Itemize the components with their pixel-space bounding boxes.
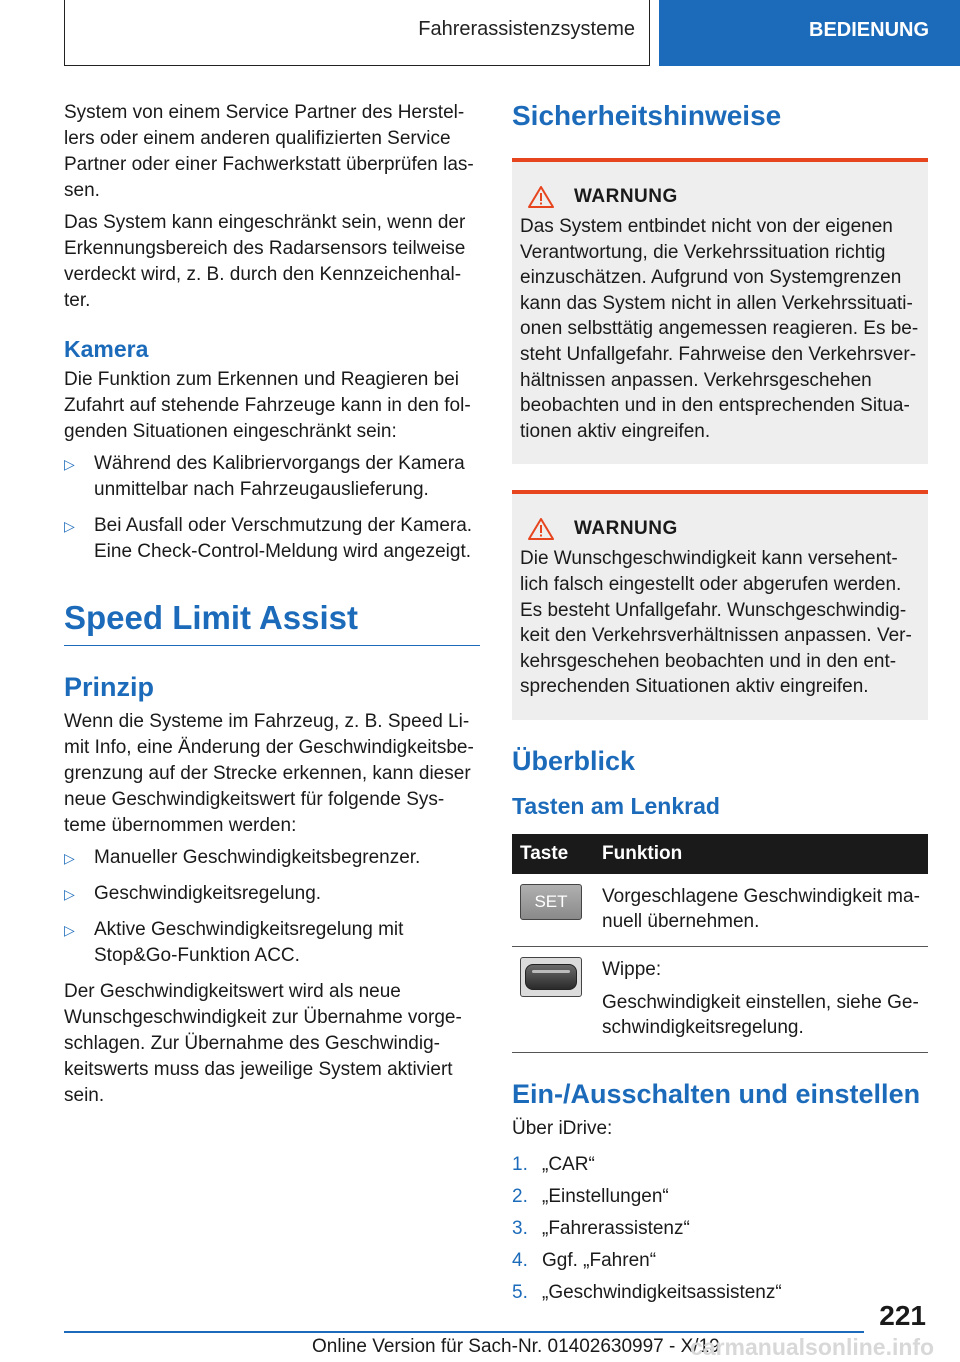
list-item: ▷ Geschwindigkeitsregelung. xyxy=(64,881,480,907)
intro-paragraph-2: Das System kann eingeschränkt sein, wenn der Erkennungsbereich des Radarsensors teilweise verdeckt wird, z. B. durch den Kennzeichenhal-ter. xyxy=(64,212,466,311)
keys-table xyxy=(512,834,928,1053)
section-tab xyxy=(659,0,960,66)
kamera-list xyxy=(64,451,480,565)
triangle-bullet-icon: ▷ xyxy=(64,886,75,902)
rocker-switch-icon xyxy=(520,957,582,997)
speed-limit-assist-heading: Speed Limit Assist xyxy=(64,599,480,646)
footer-divider xyxy=(64,1331,864,1333)
list-item: 4. Ggf. „Fahren“ xyxy=(512,1249,657,1271)
intro-paragraph-1: System von einem Service Partner des Herstel-lers oder einem anderen qualifizierten Service Partner oder einer Fachwerkstatt überprüfen las-sen. xyxy=(64,102,474,201)
prinzip-text: Wenn die Systeme im Fahrzeug, z. B. Speed Li-mit Info, eine Änderung der Geschwindigkeitsbe-grenzung auf der Strecke erkennen, kann dieser neue Geschwindigkeitswert für folgende Sys-teme übernommen werden: xyxy=(64,711,474,836)
triangle-bullet-icon: ▷ xyxy=(64,456,75,472)
warning-header xyxy=(520,518,920,540)
function-description: Geschwindigkeit einstellen, siehe Ge-schwindigkeitsregelung. xyxy=(602,991,919,1038)
warning-text: Das System entbindet nicht von der eigenen Verantwortung, die Verkehrssituation richtig einzuschätzen. Aufgrund von Systemgrenzen kann das System nicht in allen Verkehrssituati-onen selbsttätig angemessen reagieren. Es be-steht Unfallgefahr. Fahrweise den Verkehrsver-hältnissen anpassen. Verkehrsgeschehen beobachten und in den entsprechenden Situa-tionen aktiv eingreifen. xyxy=(520,216,919,442)
warning-header xyxy=(520,186,920,208)
list-item: 1. „CAR“ xyxy=(512,1153,595,1175)
warning-box-1 xyxy=(512,158,928,464)
warning-text: Die Wunschgeschwindigkeit kann versehent-lich falsch eingestellt oder abgerufen werden. Es besteht Unfallgefahr. Wunschgeschwindig-keit den Verkehrsverhältnissen anpassen. Ver-kehrsgeschehen beobachten und in den ent-sprechenden Situationen aktiv eingreifen. xyxy=(520,548,912,698)
kamera-heading: Kamera xyxy=(64,336,149,362)
section-title: BEDIENUNG xyxy=(809,18,930,41)
key-cell xyxy=(512,946,594,1052)
left-column xyxy=(64,100,480,1115)
steps-list xyxy=(512,1152,928,1306)
safety-heading: Sicherheitshinweise xyxy=(512,100,782,131)
prinzip-heading: Prinzip xyxy=(64,672,155,702)
list-item: ▷ Manueller Geschwindigkeitsbegrenzer. xyxy=(64,845,480,871)
function-cell xyxy=(594,946,928,1052)
warning-label: WARNUNG xyxy=(574,518,678,540)
list-item: 3. „Fahrerassistenz“ xyxy=(512,1217,690,1239)
onoff-text: Über iDrive: xyxy=(512,1117,613,1139)
chapter-header xyxy=(64,0,650,66)
list-item: ▷ Aktive Geschwindigkeitsregelung mit Stop&Go-Funktion ACC. xyxy=(64,919,404,966)
warning-box-2 xyxy=(512,490,928,720)
function-label: Wippe: xyxy=(602,958,662,980)
list-item: 5. „Geschwindigkeitsassistenz“ xyxy=(512,1281,782,1303)
column-header-funktion: Funktion xyxy=(594,834,928,874)
set-button-icon: SET xyxy=(520,884,582,920)
watermark: carmanualsonline.info xyxy=(690,1334,935,1360)
key-cell xyxy=(512,874,594,947)
outro-paragraph: Der Geschwindigkeitswert wird als neue Wunschgeschwindigkeit zur Übernahme vorge-schlagen. Zur Übernahme des Geschwindig-keitswerts muss das jeweilige System aktiviert sein. xyxy=(64,981,462,1106)
page-number: 221 xyxy=(879,1300,926,1331)
list-item: ▷ Bei Ausfall oder Verschmutzung der Kamera. Eine Check-Control-Meldung wird angezeigt. xyxy=(64,515,473,562)
right-column xyxy=(512,100,928,1312)
triangle-bullet-icon: ▷ xyxy=(64,922,75,938)
table-row xyxy=(512,946,928,1052)
warning-triangle-icon xyxy=(528,518,554,540)
prinzip-list xyxy=(64,845,480,969)
warning-label: WARNUNG xyxy=(574,186,678,207)
table-row xyxy=(512,874,928,947)
list-item: ▷ Während des Kalibriervorgangs der Kamera unmittelbar nach Fahrzeugauslieferung. xyxy=(64,453,465,500)
triangle-bullet-icon: ▷ xyxy=(64,850,75,866)
column-header-taste: Taste xyxy=(512,834,594,874)
table-header-row xyxy=(512,834,928,874)
kamera-text: Die Funktion zum Erkennen und Reagieren bei Zufahrt auf stehende Fahrzeuge kann in den fol-genden Situationen eingeschränkt sein: xyxy=(64,369,471,442)
chapter-title: Fahrerassistenzsysteme xyxy=(418,18,635,40)
overview-heading: Überblick xyxy=(512,745,636,776)
triangle-bullet-icon: ▷ xyxy=(64,518,75,534)
footer-version-text: Online Version für Sach-Nr. 01402630997 - X/19 xyxy=(312,1336,720,1357)
function-cell: Vorgeschlagene Geschwindigkeit ma-nuell übernehmen. xyxy=(594,874,928,947)
warning-triangle-icon xyxy=(528,186,554,208)
list-item: 2. „Einstellungen“ xyxy=(512,1185,669,1207)
keys-heading: Tasten am Lenkrad xyxy=(512,792,720,819)
onoff-heading: Ein-/Ausschalten und einstellen xyxy=(512,1078,921,1109)
